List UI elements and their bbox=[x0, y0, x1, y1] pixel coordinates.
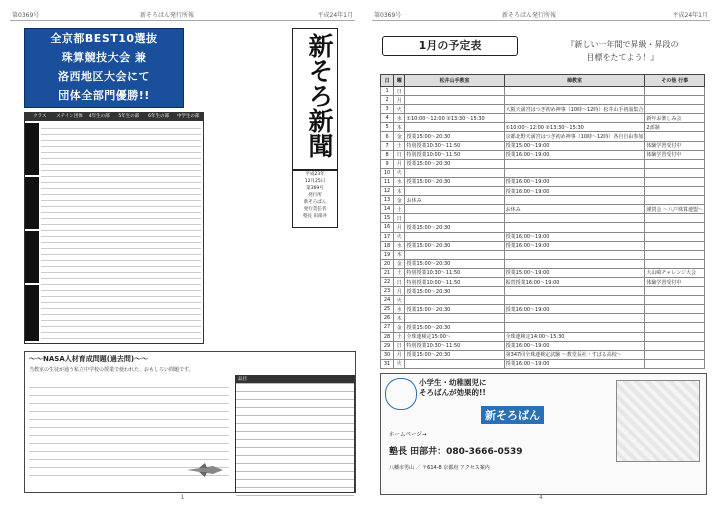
schedule-cell: 土 bbox=[394, 268, 405, 277]
schedule-row bbox=[381, 250, 705, 259]
schedule-cell: 授業15:00〜20:30 bbox=[405, 177, 504, 186]
schedule-cell: 水 bbox=[394, 241, 405, 250]
item-row bbox=[236, 480, 354, 488]
schedule-cell: 授業16:00〜19:00 bbox=[504, 341, 645, 350]
schedule-cell: 日 bbox=[394, 214, 405, 223]
schedule-cell: 24 bbox=[381, 296, 394, 305]
item-row bbox=[236, 440, 354, 448]
schedule-cell: 体験学習受付中 bbox=[645, 141, 705, 150]
page-1 bbox=[10, 8, 355, 501]
schedule-cell: 20 bbox=[381, 259, 394, 268]
schedule-cell bbox=[504, 96, 645, 105]
schedule-cell: 授業15:00〜19:00 bbox=[504, 141, 645, 150]
schedule-cell: 特別授業10:00〜11:50 bbox=[405, 150, 504, 159]
item-row bbox=[236, 408, 354, 416]
schedule-cell: 28 bbox=[381, 332, 394, 341]
schedule-cell: 特別授業10:00〜11:50 bbox=[405, 277, 504, 286]
results-table bbox=[24, 112, 204, 344]
schedule-row bbox=[381, 168, 705, 177]
schedule-cell bbox=[645, 87, 705, 96]
schedule-cell: お休み bbox=[504, 205, 645, 214]
schedule-cell bbox=[645, 323, 705, 332]
schedule-cell: 火 bbox=[394, 296, 405, 305]
schedule-cell: 29 bbox=[381, 341, 394, 350]
schedule-cell bbox=[645, 332, 705, 341]
masthead-title: 新そろ新聞 bbox=[305, 33, 334, 158]
shuttle-icon bbox=[185, 462, 225, 476]
page-number: 1 bbox=[180, 494, 185, 501]
results-header: 中学生の部 bbox=[176, 114, 200, 119]
schedule-row bbox=[381, 332, 705, 341]
schedule-cell bbox=[504, 168, 645, 177]
slogan-line: 目標をたてよう！』 bbox=[586, 53, 659, 62]
schedule-cell: 全珠連検定15:00〜 bbox=[405, 332, 504, 341]
schedule-cell bbox=[645, 159, 705, 168]
schedule-cell: 6 bbox=[381, 132, 394, 141]
schedule-cell: 土 bbox=[394, 332, 405, 341]
schedule-cell: 21 bbox=[381, 268, 394, 277]
schedule-header-row bbox=[381, 75, 705, 87]
schedule-cell: 全珠連検定14:00〜15:30 bbox=[504, 332, 645, 341]
schedule-cell: 月 bbox=[394, 287, 405, 296]
schedule-cell bbox=[405, 87, 504, 96]
nasa-title: 〜〜NASA人材育成問題(過去問)〜〜 bbox=[29, 355, 149, 363]
schedule-row bbox=[381, 87, 705, 96]
meta-line: 新そろばん bbox=[303, 200, 327, 205]
schedule-cell: 土 bbox=[394, 141, 405, 150]
schedule-cell: 特別授業10:30〜11:50 bbox=[405, 341, 504, 350]
schedule-cell: 27 bbox=[381, 323, 394, 332]
schedule-row bbox=[381, 123, 705, 132]
schedule-cell bbox=[645, 287, 705, 296]
schedule-cell: 17 bbox=[381, 232, 394, 241]
schedule-cell: 体験学習受付中 bbox=[645, 277, 705, 286]
schedule-cell bbox=[645, 296, 705, 305]
schedule-cell: ①10:00〜12:00 ②13:30〜15:30 bbox=[405, 114, 504, 123]
sched-header: 日 bbox=[381, 75, 394, 87]
schedule-cell bbox=[645, 314, 705, 323]
item-row bbox=[236, 424, 354, 432]
schedule-row bbox=[381, 132, 705, 141]
schedule-row bbox=[381, 232, 705, 241]
schedule-cell: 水 bbox=[394, 177, 405, 186]
schedule-cell bbox=[645, 341, 705, 350]
schedule-cell: 授業15:00〜20:30 bbox=[405, 241, 504, 250]
results-header: クラス bbox=[33, 114, 47, 119]
item-row bbox=[236, 392, 354, 400]
schedule-row bbox=[381, 159, 705, 168]
issue-number: 第0369号 bbox=[12, 12, 40, 19]
schedule-row bbox=[381, 259, 705, 268]
item-list-box bbox=[235, 375, 355, 493]
item-row bbox=[236, 464, 354, 472]
page-number: 4 bbox=[539, 494, 543, 501]
schedule-cell bbox=[645, 350, 705, 359]
issue-number: 第0369号 bbox=[374, 12, 402, 19]
schedule-cell: 授業15:00〜19:00 bbox=[504, 268, 645, 277]
schedule-cell: 11 bbox=[381, 177, 394, 186]
item-row bbox=[236, 416, 354, 424]
schedule-cell: 26 bbox=[381, 314, 394, 323]
schedule-cell: 大阪天満宮はつぎ初め神事（10時〜12時）松井山手初詣集合 bbox=[504, 105, 645, 114]
schedule-cell bbox=[405, 214, 504, 223]
schedule-cell bbox=[645, 168, 705, 177]
schedule-cell: 8 bbox=[381, 150, 394, 159]
item-row bbox=[236, 456, 354, 464]
article-column bbox=[210, 28, 288, 348]
schedule-cell: 授業16:00〜19:00 bbox=[504, 359, 645, 368]
schedule-cell: 月 bbox=[394, 350, 405, 359]
issue-date: 平成24年1月 bbox=[672, 12, 708, 19]
schedule-cell: 授業15:00〜20:30 bbox=[405, 132, 504, 141]
schedule-cell bbox=[405, 105, 504, 114]
schedule-cell bbox=[504, 159, 645, 168]
paper-name: 新そろばん発行所報 bbox=[140, 12, 195, 19]
grade-block bbox=[25, 231, 39, 283]
schedule-cell: 月 bbox=[394, 223, 405, 232]
schedule-cell: 火 bbox=[394, 359, 405, 368]
schedule-row bbox=[381, 277, 705, 286]
schedule-cell: 授業15:00〜20:30 bbox=[405, 305, 504, 314]
schedule-cell bbox=[504, 214, 645, 223]
ad-address: 八幡市男山 ／ 〒614-8 京都府 アクセス案内 bbox=[389, 465, 490, 471]
results-header: 5年生の部 bbox=[118, 114, 140, 119]
schedule-cell bbox=[405, 232, 504, 241]
schedule-body bbox=[381, 87, 705, 369]
grade-block bbox=[25, 177, 39, 229]
paper-name: 新そろばん発行所報 bbox=[502, 12, 557, 19]
schedule-cell: 振替授業16:00〜19:00 bbox=[504, 277, 645, 286]
schedule-cell: 水 bbox=[394, 114, 405, 123]
schedule-cell bbox=[645, 250, 705, 259]
schedule-cell: 授業15:00〜20:30 bbox=[405, 259, 504, 268]
meta-line: 塾長 田部井 bbox=[303, 214, 327, 219]
schedule-cell: 木 bbox=[394, 250, 405, 259]
schedule-cell: 木 bbox=[394, 314, 405, 323]
schedule-cell bbox=[405, 359, 504, 368]
schedule-cell bbox=[405, 296, 504, 305]
schedule-cell: 2部制 bbox=[645, 123, 705, 132]
schedule-cell: 授業15:00〜20:30 bbox=[405, 323, 504, 332]
schedule-cell bbox=[645, 259, 705, 268]
schedule-cell: 火 bbox=[394, 232, 405, 241]
schedule-row bbox=[381, 223, 705, 232]
schedule-cell: 金 bbox=[394, 323, 405, 332]
schedule-cell bbox=[405, 123, 504, 132]
schedule-cell bbox=[504, 323, 645, 332]
schedule-cell bbox=[504, 296, 645, 305]
schedule-cell bbox=[405, 250, 504, 259]
schedule-cell bbox=[645, 214, 705, 223]
schedule-row bbox=[381, 214, 705, 223]
schedule-cell: 京都北野天満宮はつぎ初め神事（10時〜12時）各自自由参加 bbox=[504, 132, 645, 141]
schedule-row bbox=[381, 114, 705, 123]
schedule-cell: 特別授業10:30〜11:50 bbox=[405, 268, 504, 277]
schedule-cell: 10 bbox=[381, 168, 394, 177]
schedule-cell bbox=[405, 205, 504, 214]
meta-line: 第369号 bbox=[306, 186, 324, 191]
results-header: ステイン団体 bbox=[56, 114, 83, 119]
schedule-cell bbox=[405, 187, 504, 196]
schedule-cell: 授業15:00〜20:30 bbox=[405, 350, 504, 359]
meta-line: 12月25日 bbox=[304, 179, 326, 184]
schedule-cell bbox=[645, 223, 705, 232]
item-row bbox=[236, 384, 354, 392]
schedule-cell: 16 bbox=[381, 223, 394, 232]
schedule-row bbox=[381, 177, 705, 186]
masthead-meta bbox=[292, 170, 338, 228]
schedule-cell: 授業16:00〜19:00 bbox=[504, 150, 645, 159]
champ-line: 全京都BEST10選抜 bbox=[50, 32, 158, 45]
schedule-row bbox=[381, 150, 705, 159]
champ-line: 珠算競技大会 兼 bbox=[61, 51, 147, 64]
schedule-cell: 12 bbox=[381, 187, 394, 196]
schedule-cell: 1 bbox=[381, 87, 394, 96]
schedule-cell: 15 bbox=[381, 214, 394, 223]
schedule-cell: 18 bbox=[381, 241, 394, 250]
phone-number: 塾長 田部井：080-3666-0539 bbox=[389, 447, 523, 457]
schedule-row bbox=[381, 314, 705, 323]
schedule-row bbox=[381, 287, 705, 296]
schedule-row bbox=[381, 268, 705, 277]
meta-line: 平成23年 bbox=[305, 172, 325, 177]
schedule-cell bbox=[405, 314, 504, 323]
schedule-cell: 火 bbox=[394, 105, 405, 114]
page-header bbox=[10, 8, 355, 21]
item-list-header: 品目 bbox=[236, 376, 354, 384]
schedule-cell: 新年お楽しみ会 bbox=[645, 114, 705, 123]
schedule-row bbox=[381, 105, 705, 114]
schedule-cell bbox=[645, 241, 705, 250]
schedule-cell: 第347回全珠連検定試験 〜教堂長社・すばる高校〜 bbox=[504, 350, 645, 359]
ad-brand: 新そろばん bbox=[481, 406, 544, 424]
schedule-row bbox=[381, 187, 705, 196]
slogan-line: 『新しい一年間で昇級・昇段の bbox=[566, 40, 679, 49]
ad-box bbox=[380, 373, 707, 495]
schedule-table bbox=[380, 74, 705, 369]
schedule-row bbox=[381, 205, 705, 214]
schedule-cell: 日 bbox=[394, 277, 405, 286]
schedule-cell: ①10:00〜12:00 ②13:30〜15:30 bbox=[504, 123, 645, 132]
schedule-cell: 14 bbox=[381, 205, 394, 214]
ad-head-line: そろばんが効果的!! bbox=[419, 388, 486, 397]
schedule-cell bbox=[645, 232, 705, 241]
grade-block bbox=[25, 285, 39, 341]
schedule-cell: 特別授業10:30〜11:50 bbox=[405, 141, 504, 150]
schedule-title: 1月の予定表 bbox=[382, 36, 518, 56]
schedule-cell bbox=[645, 305, 705, 314]
schedule-cell: 授業16:00〜19:00 bbox=[504, 232, 645, 241]
schedule-cell: 3 bbox=[381, 105, 394, 114]
item-row bbox=[236, 400, 354, 408]
sched-header: 曜 bbox=[394, 75, 405, 87]
results-rows bbox=[41, 123, 201, 341]
schedule-cell: 授業16:00〜19:00 bbox=[504, 241, 645, 250]
schedule-cell: 授業15:00〜20:30 bbox=[405, 223, 504, 232]
page-4 bbox=[372, 8, 710, 501]
map-image bbox=[616, 380, 700, 462]
slogan bbox=[540, 38, 705, 68]
schedule-row bbox=[381, 241, 705, 250]
sched-header: 樟教室 bbox=[504, 75, 645, 87]
schedule-cell: 授業15:00〜20:30 bbox=[405, 159, 504, 168]
schedule-cell: 金 bbox=[394, 132, 405, 141]
schedule-row bbox=[381, 323, 705, 332]
schedule-cell: 19 bbox=[381, 250, 394, 259]
schedule-cell bbox=[504, 287, 645, 296]
schedule-cell bbox=[405, 96, 504, 105]
schedule-cell bbox=[504, 196, 645, 205]
championship-banner bbox=[24, 28, 184, 108]
masthead bbox=[292, 28, 338, 170]
page-header bbox=[372, 8, 710, 21]
results-header: 6年生の部 bbox=[148, 114, 169, 119]
schedule-cell bbox=[645, 177, 705, 186]
schedule-cell: 25 bbox=[381, 305, 394, 314]
schedule-cell: 日 bbox=[394, 87, 405, 96]
schedule-row bbox=[381, 196, 705, 205]
sched-header: 松井山手教室 bbox=[405, 75, 504, 87]
schedule-cell: 2 bbox=[381, 96, 394, 105]
ad-head-line: 小学生・幼稚園児に bbox=[419, 378, 487, 387]
schedule-cell: 22 bbox=[381, 277, 394, 286]
champ-line: 団体全部門優勝!! bbox=[58, 89, 150, 102]
schedule-cell bbox=[405, 168, 504, 177]
schedule-row bbox=[381, 350, 705, 359]
schedule-cell: 日 bbox=[394, 341, 405, 350]
schedule-cell: 授業16:00〜19:00 bbox=[504, 177, 645, 186]
schedule-cell bbox=[504, 114, 645, 123]
schedule-cell: 5 bbox=[381, 123, 394, 132]
homepage-link[interactable]: ホームページ→ bbox=[389, 432, 427, 438]
abacus-logo-icon bbox=[385, 378, 417, 410]
article-column-2 bbox=[292, 230, 352, 348]
schedule-cell: 謹賀会 〜八戸珠算連盟〜 bbox=[645, 205, 705, 214]
schedule-cell: 9 bbox=[381, 159, 394, 168]
schedule-cell: 授業16:00〜19:00 bbox=[504, 305, 645, 314]
schedule-row bbox=[381, 296, 705, 305]
schedule-cell bbox=[645, 105, 705, 114]
schedule-cell bbox=[645, 96, 705, 105]
sched-header: その他 行事 bbox=[645, 75, 705, 87]
item-row bbox=[236, 448, 354, 456]
nasa-body: 当教室の生徒が通う私立中学校の授業で使われた、おもしろい問題です。 bbox=[29, 367, 194, 373]
schedule-row bbox=[381, 359, 705, 368]
grade-block bbox=[25, 123, 39, 175]
schedule-cell: 月 bbox=[394, 96, 405, 105]
champ-line: 洛西地区大会にて bbox=[58, 70, 150, 83]
meta-line: 発行責任者 bbox=[303, 207, 327, 212]
schedule-row bbox=[381, 341, 705, 350]
schedule-cell: 授業15:00〜20:30 bbox=[405, 287, 504, 296]
schedule-cell: 大山崎チャレンジ大会 bbox=[645, 268, 705, 277]
schedule-cell: 水 bbox=[394, 305, 405, 314]
schedule-cell: 金 bbox=[394, 259, 405, 268]
schedule-cell: 23 bbox=[381, 287, 394, 296]
schedule-cell bbox=[504, 314, 645, 323]
schedule-cell bbox=[645, 359, 705, 368]
issue-date: 平成24年1月 bbox=[317, 12, 353, 19]
item-row bbox=[236, 432, 354, 440]
ad-headline bbox=[419, 378, 487, 398]
schedule-cell: 31 bbox=[381, 359, 394, 368]
schedule-cell bbox=[645, 132, 705, 141]
schedule-row bbox=[381, 305, 705, 314]
meta-line: 発行所 bbox=[308, 193, 322, 198]
schedule-cell: お休み bbox=[405, 196, 504, 205]
schedule-cell: 13 bbox=[381, 196, 394, 205]
results-header: 4年生の部 bbox=[88, 114, 110, 119]
schedule-cell: 月 bbox=[394, 159, 405, 168]
schedule-cell: 4 bbox=[381, 114, 394, 123]
schedule-cell: 体験学習受付中 bbox=[645, 150, 705, 159]
schedule-cell bbox=[504, 87, 645, 96]
results-header-row bbox=[25, 113, 203, 121]
schedule-row bbox=[381, 141, 705, 150]
schedule-cell: 金 bbox=[394, 196, 405, 205]
schedule-cell: 火 bbox=[394, 168, 405, 177]
schedule-cell: 日 bbox=[394, 150, 405, 159]
schedule-cell bbox=[504, 250, 645, 259]
schedule-cell bbox=[645, 187, 705, 196]
schedule-cell: 授業16:00〜19:00 bbox=[504, 187, 645, 196]
schedule-cell: 木 bbox=[394, 187, 405, 196]
item-row bbox=[236, 472, 354, 480]
schedule-cell bbox=[645, 196, 705, 205]
schedule-cell: 30 bbox=[381, 350, 394, 359]
schedule-cell: 木 bbox=[394, 123, 405, 132]
schedule-cell bbox=[504, 223, 645, 232]
schedule-cell bbox=[504, 259, 645, 268]
schedule-row bbox=[381, 96, 705, 105]
schedule-cell: 土 bbox=[394, 205, 405, 214]
schedule-cell: 7 bbox=[381, 141, 394, 150]
